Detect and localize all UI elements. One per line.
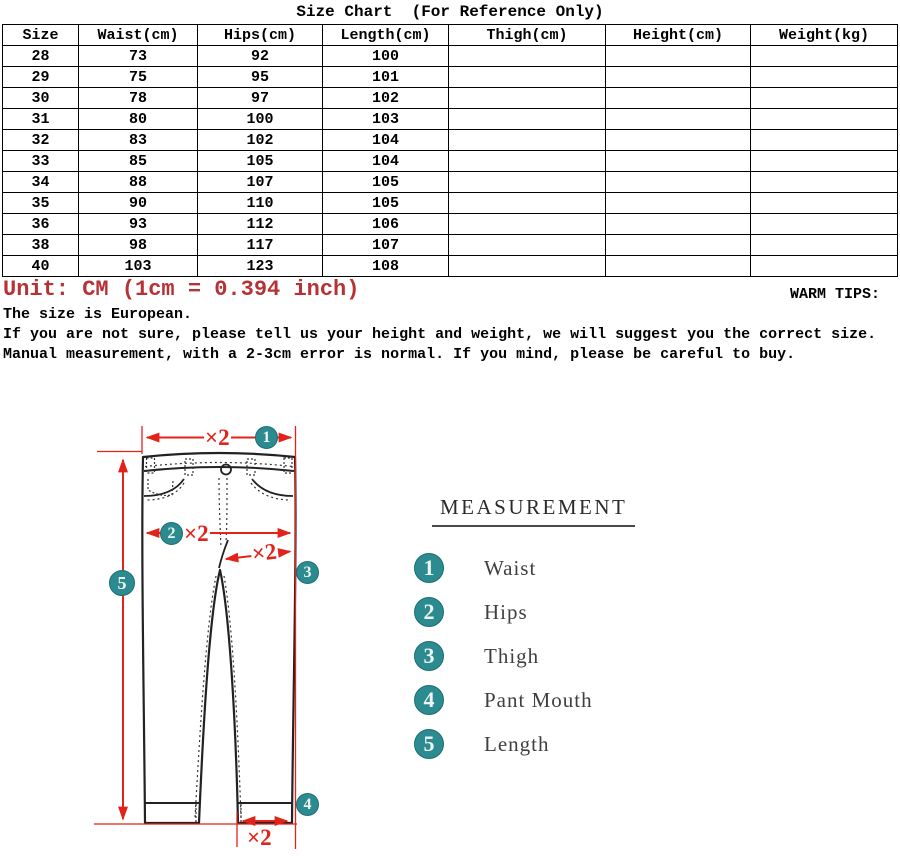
table-cell: 104: [323, 130, 449, 151]
table-cell: 102: [323, 88, 449, 109]
table-row: [3, 235, 898, 256]
table-cell: [606, 67, 751, 88]
table-header-cell: Thigh(cm): [449, 25, 606, 46]
table-cell: 36: [3, 214, 79, 235]
table-header-cell: Size: [3, 25, 79, 46]
pants-diagram: [0, 400, 400, 856]
table-cell: [751, 214, 898, 235]
measurement-legend: [414, 553, 593, 759]
table-cell: [606, 193, 751, 214]
table-row: [3, 46, 898, 67]
table-row: [3, 130, 898, 151]
table-cell: 112: [198, 214, 323, 235]
table-cell: 38: [3, 235, 79, 256]
table-cell: [449, 130, 606, 151]
table-row: [3, 88, 898, 109]
table-header-cell: Height(cm): [606, 25, 751, 46]
page-title: Size Chart (For Reference Only): [296, 3, 604, 21]
table-header-cell: Waist(cm): [79, 25, 198, 46]
table-cell: [449, 151, 606, 172]
table-cell: 90: [79, 193, 198, 214]
legend-item: [414, 553, 593, 583]
table-cell: 110: [198, 193, 323, 214]
table-row: [3, 67, 898, 88]
table-row: [3, 193, 898, 214]
legend-item: [414, 597, 593, 627]
table-header-cell: Weight(kg): [751, 25, 898, 46]
legend-item-label: Waist: [484, 555, 537, 580]
table-row: [3, 109, 898, 130]
pant-mouth-multiplier-label: ×2: [247, 825, 272, 850]
table-cell: 101: [323, 67, 449, 88]
table-cell: [751, 88, 898, 109]
table-cell: 34: [3, 172, 79, 193]
table-cell: 73: [79, 46, 198, 67]
table-cell: [751, 193, 898, 214]
note-line-1: The size is European.: [3, 306, 193, 323]
legend-number-badge: 2: [414, 597, 444, 627]
table-cell: 102: [198, 130, 323, 151]
table-cell: 78: [79, 88, 198, 109]
table-cell: [751, 109, 898, 130]
table-cell: [449, 193, 606, 214]
legend-number-badge: 3: [414, 641, 444, 671]
note-line-2: If you are not sure, please tell us your height and weight, we will suggest you the correct size.: [3, 326, 877, 343]
table-cell: 104: [323, 151, 449, 172]
table-cell: [751, 172, 898, 193]
table-cell: 105: [323, 172, 449, 193]
table-cell: 97: [198, 88, 323, 109]
table-cell: 100: [198, 109, 323, 130]
table-cell: [606, 235, 751, 256]
table-cell: 106: [323, 214, 449, 235]
table-cell: [751, 235, 898, 256]
size-table-head-row: [3, 25, 898, 46]
table-cell: 98: [79, 235, 198, 256]
table-row: [3, 256, 898, 277]
table-cell: [449, 172, 606, 193]
table-cell: [606, 256, 751, 277]
table-cell: [606, 130, 751, 151]
table-cell: [751, 46, 898, 67]
table-cell: 105: [323, 193, 449, 214]
table-cell: 32: [3, 130, 79, 151]
table-cell: 93: [79, 214, 198, 235]
legend-item-label: Thigh: [484, 643, 540, 668]
table-cell: 92: [198, 46, 323, 67]
table-cell: 105: [198, 151, 323, 172]
marker-badge-length: 5: [109, 570, 135, 596]
table-cell: 103: [79, 256, 198, 277]
table-cell: [751, 130, 898, 151]
table-cell: [449, 235, 606, 256]
table-header-cell: Length(cm): [323, 25, 449, 46]
table-cell: 31: [3, 109, 79, 130]
hips-multiplier-label: ×2: [184, 521, 209, 546]
table-cell: 28: [3, 46, 79, 67]
unit-label: Unit: CM (1cm = 0.394 inch): [3, 277, 360, 302]
table-cell: 75: [79, 67, 198, 88]
table-cell: 40: [3, 256, 79, 277]
table-row: [3, 214, 898, 235]
table-cell: 117: [198, 235, 323, 256]
table-cell: [606, 88, 751, 109]
measurement-title: MEASUREMENT: [432, 495, 635, 527]
table-cell: 85: [79, 151, 198, 172]
size-table-body: [3, 46, 898, 277]
table-cell: 88: [79, 172, 198, 193]
table-cell: 103: [323, 109, 449, 130]
note-line-3: Manual measurement, with a 2-3cm error is normal. If you mind, please be careful to buy.: [3, 346, 796, 363]
table-cell: 35: [3, 193, 79, 214]
size-table: [2, 24, 898, 277]
legend-item-label: Hips: [484, 599, 528, 624]
table-cell: 100: [323, 46, 449, 67]
legend-item: [414, 685, 593, 715]
warm-tips-label: WARM TIPS:: [789, 286, 880, 303]
marker-badge-pant-mouth: 4: [296, 793, 319, 816]
legend-item-label: Length: [484, 731, 550, 756]
legend-item: [414, 729, 593, 759]
table-cell: 29: [3, 67, 79, 88]
table-cell: [449, 109, 606, 130]
marker-badge-hips: 2: [160, 522, 183, 545]
legend-number-badge: 4: [414, 685, 444, 715]
table-header-cell: Hips(cm): [198, 25, 323, 46]
table-row: [3, 151, 898, 172]
table-cell: [606, 46, 751, 67]
marker-badge-thigh: 3: [296, 561, 319, 584]
legend-number-badge: 5: [414, 729, 444, 759]
table-cell: 30: [3, 88, 79, 109]
table-cell: [449, 256, 606, 277]
table-cell: [449, 214, 606, 235]
table-cell: [449, 88, 606, 109]
table-cell: [606, 109, 751, 130]
legend-number-badge: 1: [414, 553, 444, 583]
table-cell: [606, 151, 751, 172]
table-cell: [449, 67, 606, 88]
table-cell: 108: [323, 256, 449, 277]
table-cell: 107: [198, 172, 323, 193]
table-cell: [606, 172, 751, 193]
marker-badge-waist: 1: [255, 426, 278, 449]
table-cell: [751, 256, 898, 277]
legend-item-label: Pant Mouth: [484, 687, 593, 712]
table-cell: 107: [323, 235, 449, 256]
table-cell: [751, 67, 898, 88]
table-cell: 95: [198, 67, 323, 88]
table-cell: 83: [79, 130, 198, 151]
table-cell: [606, 214, 751, 235]
table-cell: 80: [79, 109, 198, 130]
table-cell: [449, 46, 606, 67]
thigh-multiplier-label: ×2: [250, 538, 279, 567]
legend-item: [414, 641, 593, 671]
waist-multiplier-label: ×2: [205, 425, 230, 450]
table-row: [3, 172, 898, 193]
table-cell: [751, 151, 898, 172]
table-cell: 123: [198, 256, 323, 277]
table-cell: 33: [3, 151, 79, 172]
